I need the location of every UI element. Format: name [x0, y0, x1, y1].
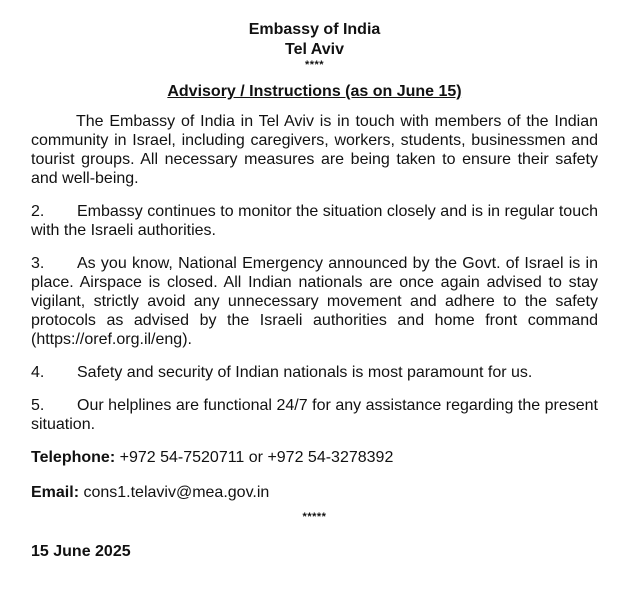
paragraph-1-text: The Embassy of India in Tel Aviv is in touch with members of the Indian community in Israel, including caregivers, workers, students, businessmen and tourist groups. All necessary measures are being taken to ensure their safety and well-being.	[31, 113, 598, 187]
telephone-value[interactable]: +972 54-7520711 or +972 54-3278392	[119, 449, 394, 466]
paragraph-5	[31, 396, 598, 434]
embassy-name: Embassy of India	[248, 21, 381, 38]
paragraph-4	[31, 363, 598, 382]
email-line	[31, 483, 598, 502]
advisory-heading: Advisory / Instructions (as on June 15)	[167, 83, 462, 100]
email-value[interactable]: cons1.telaviv@mea.gov.in	[83, 484, 270, 501]
paragraph-1	[31, 112, 598, 188]
paragraph-2-number: 2.	[31, 203, 45, 220]
paragraph-4-text: Safety and security of Indian nationals is most paramount for us.	[77, 364, 533, 381]
embassy-city: Tel Aviv	[285, 41, 344, 58]
paragraph-3-text: As you know, National Emergency announced by the Govt. of Israel is in place. Airspace is closed. All Indian nationals are once again advised to stay vigilant, strictly avoid any unnecessary movement and adhere to the safety protocols as advised by the Israeli authorities and home front command (https://oref.org.il/eng).	[31, 255, 598, 348]
email-label: Email:	[31, 484, 80, 501]
paragraph-2	[31, 202, 598, 240]
paragraph-2-text: Embassy continues to monitor the situation closely and is in regular touch with the Israeli authorities.	[31, 203, 598, 239]
paragraph-3	[31, 254, 598, 349]
paragraph-5-number: 5.	[31, 397, 45, 414]
telephone-line	[31, 448, 598, 467]
paragraph-5-text: Our helplines are functional 24/7 for any assistance regarding the present situation.	[31, 397, 598, 433]
header-separator: ****	[304, 59, 325, 71]
telephone-label: Telephone:	[31, 449, 116, 466]
paragraph-3-number: 3.	[31, 255, 45, 272]
document-date: 15 June 2025	[31, 543, 131, 560]
paragraph-4-number: 4.	[31, 364, 45, 381]
footer-separator: *****	[302, 511, 327, 523]
